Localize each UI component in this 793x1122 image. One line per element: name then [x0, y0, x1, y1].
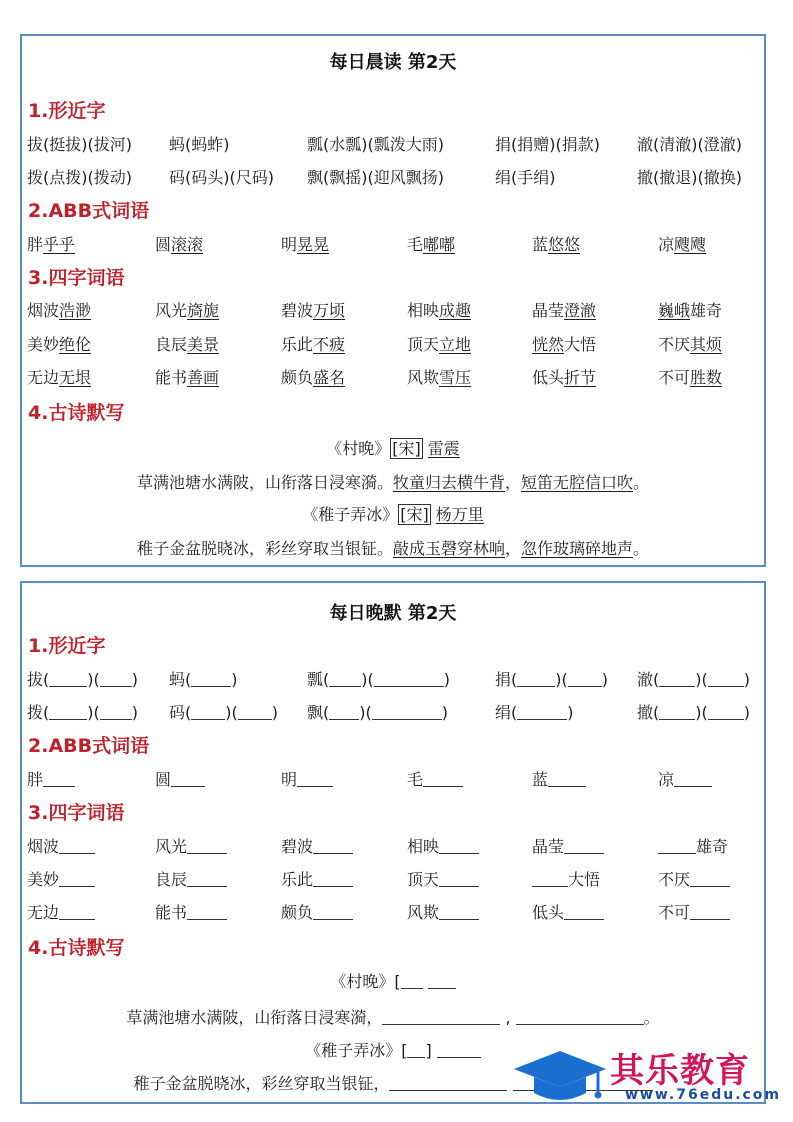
similar-char-item: 澈(清澈)(澄澈)	[637, 135, 742, 154]
similar-char-item: 拔(挺拔)(拔河)	[27, 135, 132, 154]
similar-char-item: 拨(点拨)(拨动)	[27, 168, 132, 187]
poem1-title: 《村晚》	[326, 439, 391, 458]
similar-chars-row-2	[27, 165, 761, 191]
similar-char-item: 瓢(水瓢)(瓢泼大雨)	[307, 135, 444, 154]
four-char-word: 不可胜数	[658, 368, 723, 387]
poem1-dynasty: [宋]	[392, 439, 421, 458]
answer-blank[interactable]	[372, 704, 442, 720]
morning-title: 每日晨读 第2天	[329, 52, 457, 73]
answer-blank[interactable]	[659, 671, 695, 687]
four-char-word: 能书善画	[155, 368, 220, 387]
answer-blank[interactable]	[437, 1042, 481, 1058]
four-char-word: 低头折节	[532, 368, 597, 387]
answer-blank[interactable]	[674, 771, 712, 787]
answer-blank[interactable]	[374, 671, 444, 687]
answer-blank[interactable]	[329, 671, 361, 687]
section-similar-chars: 1.形近字	[28, 100, 106, 122]
four-char-row-3	[27, 365, 761, 391]
four-char-word: 美妙绝伦	[27, 335, 92, 354]
answer-blank[interactable]	[407, 1042, 425, 1058]
four-char-word: 晶莹澄澈	[532, 301, 597, 320]
answer-blank[interactable]	[297, 771, 333, 787]
abb-word: 胖乎乎	[27, 235, 76, 254]
poem2-text: 稚子金盆脱晓冰，彩丝穿取当银钲，	[22, 1071, 764, 1094]
four-char-row-1	[27, 298, 761, 324]
poem2-text: 稚子金盆脱晓冰，彩丝穿取当银钲。敲成玉磬穿林响，忽作玻璃碎地声。	[136, 539, 650, 558]
abb-word: 圆滚滚	[155, 235, 204, 254]
answer-blank[interactable]	[49, 704, 87, 720]
brand-name: 其乐教育	[610, 1051, 750, 1091]
four-char-row-2	[27, 332, 761, 358]
answer-blank[interactable]	[532, 871, 568, 887]
answer-blank[interactable]	[516, 1009, 644, 1025]
answer-blank[interactable]	[439, 838, 479, 854]
answer-blank[interactable]	[100, 704, 132, 720]
answer-blank[interactable]	[658, 838, 696, 854]
poem1-text: 草满池塘水满陂，山衔落日浸寒漪。牧童归去横牛背，短笛无腔信口吹。	[136, 473, 650, 492]
section-similar-chars: 1.形近字	[28, 635, 106, 657]
answer-blank[interactable]	[313, 871, 353, 887]
answer-blank[interactable]	[423, 771, 463, 787]
section-poem-dictation: 4.古诗默写	[28, 937, 125, 959]
abb-words-row	[27, 232, 761, 258]
answer-blank[interactable]	[564, 838, 604, 854]
similar-char-item: 绢(手绢)	[495, 168, 556, 187]
answer-blank[interactable]	[439, 871, 479, 887]
poem2-heading	[22, 502, 764, 525]
answer-blank[interactable]	[191, 671, 231, 687]
answer-blank[interactable]	[313, 904, 353, 920]
four-char-word: 无边无垠	[27, 368, 92, 387]
answer-blank[interactable]	[568, 671, 602, 687]
similar-chars-row-1	[27, 132, 761, 158]
answer-blank[interactable]	[517, 704, 567, 720]
section-abb-words: 2.ABB式词语	[28, 735, 150, 757]
similar-char-item: 蚂(蚂蚱)	[169, 135, 230, 154]
answer-blank[interactable]	[100, 671, 132, 687]
abb-word: 明晃晃	[281, 235, 330, 254]
four-char-word: 不厌其烦	[658, 335, 723, 354]
morning-reading-panel	[20, 34, 766, 567]
poem2-dynasty: [宋]	[400, 505, 429, 524]
answer-blank[interactable]	[690, 871, 730, 887]
four-char-word: 恍然大悟	[532, 335, 597, 354]
four-char-word: 烟波浩渺	[27, 301, 92, 320]
four-char-blank-row-1: 烟波 风光 碧波 相映 晶莹 雄奇	[27, 837, 729, 856]
poem1-heading	[22, 436, 764, 459]
abb-word: 毛嘟嘟	[407, 235, 456, 254]
answer-blank[interactable]	[49, 671, 87, 687]
answer-blank[interactable]	[329, 704, 359, 720]
four-char-word: 巍峨雄奇	[658, 301, 723, 320]
four-char-word: 碧波万顷	[281, 301, 346, 320]
answer-blank[interactable]	[517, 671, 555, 687]
evening-title: 每日晚默 第2天	[329, 603, 457, 624]
similar-char-item: 码(码头)(尺码)	[169, 168, 274, 187]
abb-word: 凉飕飕	[658, 235, 707, 254]
brand-watermark	[510, 1041, 790, 1113]
answer-blank[interactable]	[43, 771, 75, 787]
section-four-char-words: 3.四字词语	[28, 267, 125, 289]
answer-blank[interactable]	[313, 838, 353, 854]
answer-blank[interactable]	[59, 871, 95, 887]
poem2-author: 杨万里	[435, 505, 484, 524]
answer-blank[interactable]	[59, 838, 95, 854]
answer-blank[interactable]	[191, 704, 225, 720]
answer-blank[interactable]	[59, 904, 95, 920]
answer-blank[interactable]	[428, 973, 456, 989]
answer-blank[interactable]	[187, 838, 227, 854]
answer-blank[interactable]	[187, 871, 227, 887]
answer-blank[interactable]	[564, 904, 604, 920]
four-char-word: 风欺雪压	[407, 368, 472, 387]
poem1-text: 草满池塘水满陂，山衔落日浸寒漪， , 。	[126, 1008, 660, 1027]
similar-chars-blank-row-1: 拔( )( ) 蚂( ) 瓢( )( ) 捐( )( ) 澈( )( )	[27, 670, 750, 689]
similar-char-item: 捐(捐赠)(捐款)	[495, 135, 600, 154]
four-char-blank-row-2: 美妙 良辰 乐此 顶天 大悟 不厌	[27, 867, 761, 893]
poem2-title: 《稚子弄冰》	[302, 505, 399, 524]
answer-blank[interactable]	[690, 904, 730, 920]
similar-char-item: 飘(飘摇)(迎风飘扬)	[307, 168, 444, 187]
answer-blank[interactable]	[187, 904, 227, 920]
evening-dictation-panel	[20, 581, 766, 1104]
four-char-word: 相映成趣	[407, 301, 472, 320]
graduation-cap-icon	[510, 1047, 610, 1107]
four-char-word: 乐此不疲	[281, 335, 346, 354]
section-four-char-words: 3.四字词语	[28, 802, 125, 824]
four-char-word: 顶天立地	[407, 335, 472, 354]
answer-blank[interactable]	[382, 1009, 500, 1025]
answer-blank[interactable]	[708, 704, 744, 720]
abb-word: 蓝悠悠	[532, 235, 581, 254]
brand-url: www.76edu.com	[625, 1087, 782, 1103]
poem1-heading: 《村晚》[	[22, 969, 764, 992]
section-abb-words: 2.ABB式词语	[28, 200, 150, 222]
four-char-word: 颇负盛名	[281, 368, 346, 387]
poem1-author: 雷震	[427, 439, 460, 458]
answer-blank[interactable]	[659, 704, 695, 720]
poem2-heading: 《稚子弄冰》[ ]	[22, 1038, 764, 1061]
answer-blank[interactable]	[401, 973, 423, 989]
answer-blank[interactable]	[171, 771, 205, 787]
similar-chars-blank-row-2: 拨( )( ) 码( )( ) 飘( )( ) 绢( ) 撤( )( )	[27, 703, 750, 722]
answer-blank[interactable]	[439, 904, 479, 920]
answer-blank[interactable]	[548, 771, 586, 787]
answer-blank[interactable]	[389, 1075, 507, 1091]
four-char-word: 良辰美景	[155, 335, 220, 354]
answer-blank[interactable]	[708, 671, 744, 687]
four-char-blank-row-3: 无边 能书 颇负 风欺 低头 不可	[27, 900, 761, 926]
answer-blank[interactable]	[238, 704, 272, 720]
abb-blank-row: 胖 圆 明 毛 蓝 凉	[27, 767, 761, 793]
four-char-word: 风光旖旎	[155, 301, 220, 320]
section-poem-dictation: 4.古诗默写	[28, 402, 125, 424]
similar-char-item: 撤(撤退)(撤换)	[637, 168, 742, 187]
